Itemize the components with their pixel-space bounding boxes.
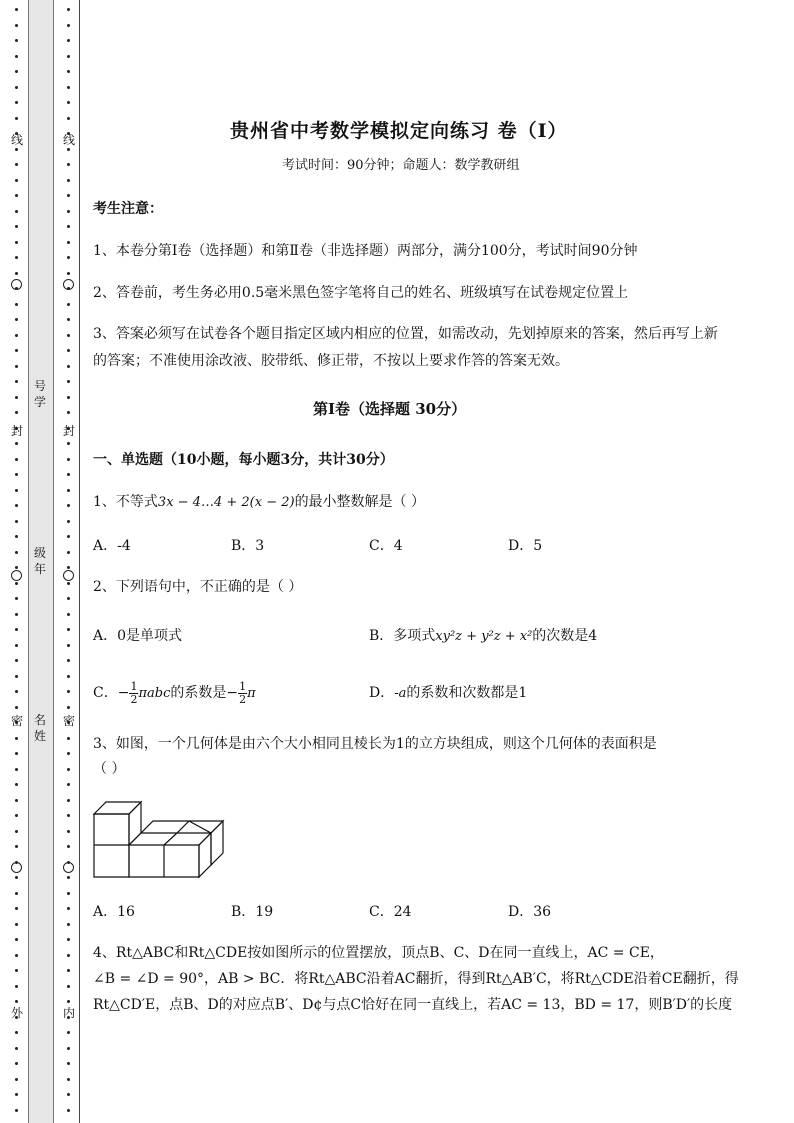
margin-dot xyxy=(67,1047,70,1050)
margin-dot xyxy=(15,148,18,151)
margin-dot xyxy=(15,783,18,786)
margin-dot xyxy=(67,55,70,58)
margin-dot xyxy=(15,194,18,197)
q2-b-suffix: 的次数是4 xyxy=(532,628,598,644)
margin-dot xyxy=(67,845,70,848)
margin-dot xyxy=(67,876,70,879)
q2-c-pi: π xyxy=(247,686,256,701)
q2-d-suffix: 的系数和次数都是1 xyxy=(406,685,528,701)
margin-dot xyxy=(67,1109,70,1112)
margin-dot xyxy=(67,1031,70,1034)
margin-dot xyxy=(67,597,70,600)
margin-dot xyxy=(15,504,18,507)
margin-dot xyxy=(15,101,18,104)
fraction-denominator: 2 xyxy=(130,692,138,706)
part-title: 第Ⅰ卷（选择题 30分） xyxy=(313,400,467,418)
margin-dot xyxy=(15,442,18,445)
margin-dot xyxy=(67,504,70,507)
margin-dot xyxy=(67,179,70,182)
margin-dot xyxy=(15,55,18,58)
margin-dot xyxy=(67,582,70,585)
question-4-line: 4、Rt△ABC和Rt△CDE按如图所示的位置摆放，顶点B、C、D在同一直线上，AC = CE， xyxy=(93,945,664,961)
margin-dot xyxy=(67,334,70,337)
margin-dot xyxy=(67,1078,70,1081)
q2-option-d xyxy=(369,684,527,703)
q3-option-b: B．19 xyxy=(231,904,274,920)
notice-item: 2、答卷前，考生务必用0.5毫米黑色签字笔将自己的姓名、班级填写在试卷规定位置上 xyxy=(93,285,629,301)
q3-option-a: A．16 xyxy=(93,904,135,920)
q1-expression: 3x − 4…4 + 2(x − 2) xyxy=(157,495,295,510)
fraction-numerator: 1 xyxy=(130,679,138,693)
margin-circle xyxy=(11,279,22,290)
margin-dot xyxy=(15,256,18,259)
margin-rule xyxy=(79,0,80,1123)
margin-dot xyxy=(15,938,18,941)
margin-dot xyxy=(67,644,70,647)
margin-dot xyxy=(67,256,70,259)
right-dotted-line xyxy=(64,0,74,1123)
margin-dot xyxy=(67,752,70,755)
margin-dot xyxy=(67,613,70,616)
margin-dot xyxy=(15,1093,18,1096)
margin-dot xyxy=(67,690,70,693)
q1-option-c: C．4 xyxy=(369,538,403,554)
margin-dot xyxy=(15,489,18,492)
margin-dot xyxy=(67,225,70,228)
margin-dot xyxy=(15,985,18,988)
margin-dot xyxy=(67,86,70,89)
q2-option-c xyxy=(93,678,256,709)
margin-dot xyxy=(67,814,70,817)
margin-dot xyxy=(15,179,18,182)
notice-item: 的答案；不准使用涂改液、胶带纸、修正带，不按以上要求作答的答案无效。 xyxy=(93,353,569,369)
margin-circle xyxy=(11,570,22,581)
margin-dot xyxy=(67,520,70,523)
notice-item: 1、本卷分第Ⅰ卷（选择题）和第Ⅱ卷（非选择题）两部分，满分100分，考试时间90分钟 xyxy=(93,243,638,259)
margin-dot xyxy=(67,675,70,678)
margin-circle xyxy=(11,862,22,873)
notice-heading: 考生注意： xyxy=(93,201,163,217)
question-3: 3、如图，一个几何体是由六个大小相同且棱长为1的立方块组成，则这个几何体的表面积是 xyxy=(93,736,657,752)
margin-dot xyxy=(15,969,18,972)
margin-dot xyxy=(15,1031,18,1034)
margin-dot xyxy=(15,380,18,383)
margin-dot xyxy=(15,1000,18,1003)
margin-dot xyxy=(15,210,18,213)
margin-dot xyxy=(15,923,18,926)
margin-dot xyxy=(15,365,18,368)
fraction-denominator: 2 xyxy=(239,692,247,706)
margin-dot xyxy=(15,334,18,337)
margin-dot xyxy=(67,799,70,802)
margin-dot xyxy=(15,737,18,740)
margin-dot xyxy=(15,411,18,414)
margin-dot xyxy=(15,1109,18,1112)
margin-mark-line: 线 xyxy=(10,133,23,147)
margin-dot xyxy=(67,272,70,275)
margin-dot xyxy=(67,458,70,461)
margin-dot xyxy=(67,194,70,197)
margin-dot xyxy=(15,1078,18,1081)
margin-dot xyxy=(67,907,70,910)
margin-dot xyxy=(15,613,18,616)
margin-dot xyxy=(15,396,18,399)
fraction-one-half xyxy=(238,681,247,706)
q2-c-middle: 的系数是− xyxy=(170,685,239,701)
question-2: 2、下列语句中，不正确的是（ ） xyxy=(93,579,303,595)
margin-dot xyxy=(67,39,70,42)
margin-dot xyxy=(15,163,18,166)
margin-dot xyxy=(15,830,18,833)
margin-dot xyxy=(67,473,70,476)
margin-dot xyxy=(67,768,70,771)
margin-dot xyxy=(67,117,70,120)
margin-dot xyxy=(67,101,70,104)
margin-circle xyxy=(63,279,74,290)
margin-dot xyxy=(15,768,18,771)
margin-dot xyxy=(67,210,70,213)
q2-option-a: A．0是单项式 xyxy=(93,628,183,644)
margin-dot xyxy=(15,70,18,73)
question-4-line: ∠B = ∠D = 90°，AB > BC．将Rt△ABC沿着AC翻折，得到Rt△AB′C，将Rt△CDE沿着CE翻折，得 xyxy=(93,971,739,987)
margin-dot xyxy=(15,303,18,306)
left-dotted-line xyxy=(12,0,22,1123)
margin-dot xyxy=(67,923,70,926)
margin-dot xyxy=(67,148,70,151)
margin-dot xyxy=(67,954,70,957)
grade-label: 级年 xyxy=(33,546,46,576)
margin-dot xyxy=(15,39,18,42)
margin-dot xyxy=(15,907,18,910)
margin-dot xyxy=(67,349,70,352)
margin-dot xyxy=(67,411,70,414)
q2-d-prefix: D． xyxy=(369,685,395,701)
margin-dot xyxy=(67,24,70,27)
margin-circle xyxy=(63,862,74,873)
margin-dot xyxy=(15,799,18,802)
margin-dot xyxy=(15,566,18,569)
margin-dot xyxy=(15,814,18,817)
q2-d-term: -a xyxy=(394,686,407,701)
margin-dot xyxy=(15,597,18,600)
q3-option-d: D．36 xyxy=(508,904,552,920)
q2-b-prefix: B．多项式 xyxy=(369,628,436,644)
margin-dot xyxy=(15,582,18,585)
q1-prefix: 1、不等式 xyxy=(93,494,158,510)
margin-dot xyxy=(15,1047,18,1050)
margin-mark-inner: 内 xyxy=(62,1006,75,1020)
q2-c-term: πabc xyxy=(138,686,171,701)
margin-dot xyxy=(15,1062,18,1065)
margin-mark-secret: 密 xyxy=(62,714,75,728)
margin-dot xyxy=(67,566,70,569)
margin-dot xyxy=(15,520,18,523)
margin-dot xyxy=(15,318,18,321)
margin-dot xyxy=(15,225,18,228)
name-label: 名姓 xyxy=(33,713,46,743)
margin-dot xyxy=(67,365,70,368)
margin-dot xyxy=(67,8,70,11)
margin-dot xyxy=(67,318,70,321)
q2-option-b xyxy=(369,627,597,646)
margin-dot xyxy=(67,783,70,786)
margin-dot xyxy=(67,489,70,492)
q2-b-expression: xy²z + y²z + x² xyxy=(435,629,533,644)
notice-item: 3、答案必须写在试卷各个题目指定区域内相应的位置，如需改动，先划掉原来的答案，然后再写上新 xyxy=(93,326,718,342)
margin-dot xyxy=(67,535,70,538)
q3-option-c: C．24 xyxy=(369,904,412,920)
margin-dot xyxy=(67,892,70,895)
margin-dot xyxy=(15,892,18,895)
margin-dot xyxy=(67,396,70,399)
margin-dot xyxy=(15,551,18,554)
page-title: 贵州省中考数学模拟定向练习 卷（Ⅰ） xyxy=(230,120,568,142)
margin-dot xyxy=(67,969,70,972)
margin-dot xyxy=(15,535,18,538)
margin-dot xyxy=(15,8,18,11)
margin-dot xyxy=(15,272,18,275)
margin-dot xyxy=(15,117,18,120)
student-number-label: 号学 xyxy=(33,379,46,409)
margin-dot xyxy=(67,551,70,554)
margin-dot xyxy=(15,458,18,461)
exam-info: 考试时间：90分钟；命题人：数学教研组 xyxy=(282,158,520,173)
q1-suffix: 的最小整数解是（ ） xyxy=(294,494,426,510)
margin-circle xyxy=(63,570,74,581)
margin-dot xyxy=(67,303,70,306)
question-3-bracket: （ ） xyxy=(93,761,126,777)
section-heading: 一、单选题（10小题，每小题3分，共计30分） xyxy=(93,452,394,468)
margin-dot xyxy=(15,845,18,848)
margin-dot xyxy=(67,659,70,662)
margin-dot xyxy=(15,690,18,693)
margin-dot xyxy=(67,985,70,988)
margin-dot xyxy=(15,473,18,476)
margin-dot xyxy=(67,737,70,740)
margin-dot xyxy=(67,1000,70,1003)
margin-dot xyxy=(15,706,18,709)
q2-c-prefix: C．− xyxy=(93,685,130,701)
margin-dot xyxy=(67,628,70,631)
margin-dot xyxy=(67,241,70,244)
fraction-numerator: 1 xyxy=(239,679,247,693)
margin-mark-line: 线 xyxy=(62,133,75,147)
margin-dot xyxy=(15,675,18,678)
cube-figure xyxy=(92,800,232,880)
margin-dot xyxy=(67,163,70,166)
q1-option-b: B．3 xyxy=(231,538,265,554)
q1-option-d: D．5 xyxy=(508,538,543,554)
margin-mark-seal: 封 xyxy=(10,424,23,438)
margin-dot xyxy=(67,1062,70,1065)
margin-dot xyxy=(15,241,18,244)
margin-dot xyxy=(15,86,18,89)
margin-dot xyxy=(15,349,18,352)
question-4-line: Rt△CD′E，点B、D的对应点B′、D¢与点C恰好在同一直线上，若AC = 13，BD = 17，则B′D′的长度 xyxy=(93,997,733,1013)
margin-dot xyxy=(67,830,70,833)
margin-dot xyxy=(15,628,18,631)
margin-dot xyxy=(15,954,18,957)
margin-mark-secret: 密 xyxy=(10,714,23,728)
margin-dot xyxy=(15,24,18,27)
margin-dot xyxy=(67,938,70,941)
margin-dot xyxy=(15,644,18,647)
margin-mark-outer: 外 xyxy=(10,1006,23,1020)
q1-option-a: A．-4 xyxy=(93,538,131,554)
margin-dot xyxy=(67,70,70,73)
margin-mark-seal: 封 xyxy=(62,424,75,438)
margin-dot xyxy=(67,1093,70,1096)
question-1 xyxy=(93,493,425,512)
margin-dot xyxy=(67,380,70,383)
margin-dot xyxy=(15,752,18,755)
margin-dot xyxy=(67,706,70,709)
margin-dot xyxy=(15,876,18,879)
margin-dot xyxy=(15,659,18,662)
margin-dot xyxy=(67,442,70,445)
